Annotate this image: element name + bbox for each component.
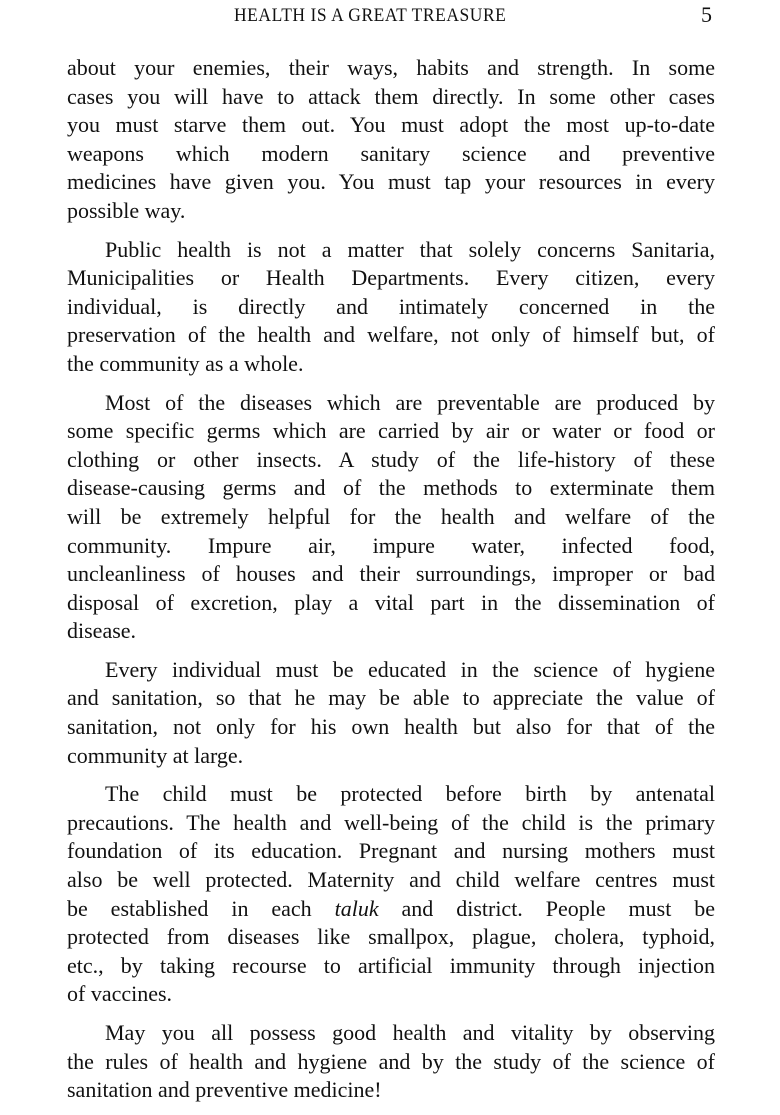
text-line: you must starve them out. You must adopt the most up-to-date — [67, 112, 715, 138]
text-line: individual, is directly and intimately concerned in the — [67, 293, 715, 319]
page-number: 5 — [701, 2, 712, 27]
text-line: and sanitation, so that he may be able to appreciate the value of — [67, 685, 715, 711]
text-line: sanitation and preventive medicine! — [67, 1077, 382, 1103]
paragraph-diseases — [67, 389, 715, 646]
text-fragment: be established in each — [67, 895, 335, 921]
text-line: Every individual must be educated in the science of hygiene — [105, 656, 715, 682]
text-line: will be extremely helpful for the health and welfare of the — [67, 503, 715, 529]
text-line: preservation of the health and welfare, not only of himself but, of — [67, 322, 715, 348]
text-line: sanitation, not only for his own health but also for that of the — [67, 714, 715, 740]
text-line: medicines have given you. You must tap your resources in every — [67, 169, 715, 195]
text-line: the community as a whole. — [67, 350, 304, 376]
text-line: the rules of health and hygiene and by the study of the science of — [67, 1048, 715, 1074]
body-text — [67, 54, 715, 1115]
text-line: protected from diseases like smallpox, plague, cholera, typhoid, — [67, 924, 715, 950]
text-line: The child must be protected before birth by antenatal — [105, 781, 715, 807]
paragraph-closing — [67, 1019, 715, 1105]
paragraph-public-health — [67, 236, 715, 379]
text-line: cases you will have to attack them directly. In some other cases — [67, 83, 715, 109]
text-line: Public health is not a matter that solely concerns Sanitaria, — [105, 236, 715, 262]
text-line: disease. — [67, 618, 137, 644]
text-line: disposal of excretion, play a vital part in the dissemination of — [67, 589, 715, 615]
text-line: May you all possess good health and vitality by observing — [105, 1020, 715, 1045]
text-line: weapons which modern sanitary science and preventive — [67, 140, 715, 166]
running-head — [0, 4, 780, 28]
text-line: of vaccines. — [67, 981, 173, 1007]
text-line: foundation of its education. Pregnant and nursing mothers must — [67, 838, 715, 864]
text-line: clothing or other insects. A study of the life-history of these — [67, 446, 715, 472]
text-line: also be well protected. Maternity and child welfare centres must — [67, 867, 715, 893]
text-line: etc., by taking recourse to artificial immunity through injection — [67, 952, 715, 978]
text-line: about your enemies, their ways, habits and strength. In some — [67, 55, 715, 80]
paragraph-enemies — [67, 54, 715, 226]
text-line: community at large. — [67, 742, 244, 768]
text-line: Most of the diseases which are preventable are produced by — [105, 389, 715, 415]
text-line: possible way. — [67, 197, 186, 223]
text-fragment: and district. People must be — [378, 895, 715, 921]
italic-term-taluk: taluk — [334, 895, 379, 921]
text-line: disease-causing germs and of the methods to exterminate them — [67, 475, 715, 501]
text-line: community. Impure air, impure water, infected food, — [67, 532, 715, 558]
text-line: uncleanliness of houses and their surroundings, improper or bad — [67, 561, 715, 587]
running-title: HEALTH IS A GREAT TREASURE — [234, 5, 507, 26]
paragraph-education — [67, 656, 715, 770]
paragraph-child — [67, 780, 715, 1009]
text-line-with-italic — [67, 895, 715, 924]
text-line: precautions. The health and well-being of the child is the primary — [67, 809, 715, 835]
text-line: Municipalities or Health Departments. Every citizen, every — [67, 265, 715, 291]
text-line: some specific germs which are carried by air or water or food or — [67, 418, 715, 444]
